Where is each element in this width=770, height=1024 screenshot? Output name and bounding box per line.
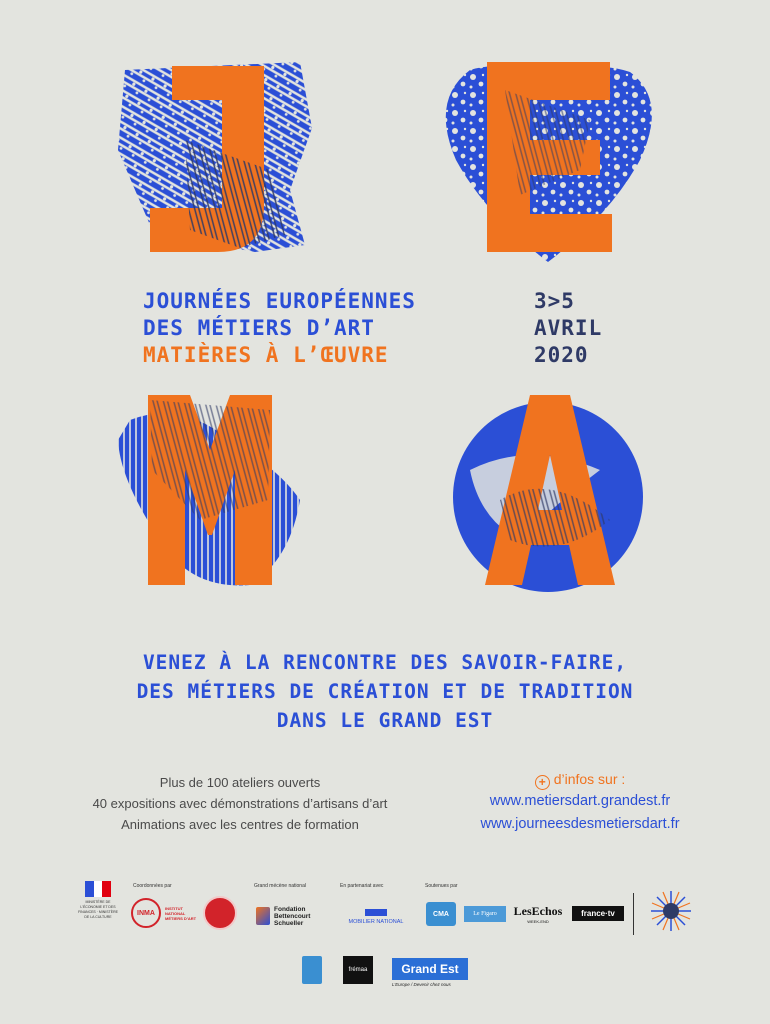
figaro-logo xyxy=(463,905,507,923)
letter-j-art xyxy=(118,62,312,252)
letter-a-art xyxy=(453,395,643,592)
cma-region-mark-icon xyxy=(302,956,322,984)
title-line-2: DES MÉTIERS D’ART xyxy=(143,316,375,340)
cma-logo xyxy=(425,900,457,928)
event-title xyxy=(143,288,416,369)
fondation-text: Fondation Bettencourt Schueller xyxy=(274,905,311,927)
highlight-ateliers: Plus de 100 ateliers ouverts xyxy=(159,775,321,790)
link-metiersdart-grandest[interactable]: www.metiersdart.grandest.fr xyxy=(489,793,671,809)
tagline-line-2: DES MÉTIERS DE CRÉATION ET DE TRADITION xyxy=(136,680,634,703)
fremaa-mark: frémaa xyxy=(343,956,373,984)
red-seal-icon xyxy=(203,896,237,930)
jema-badge-logo xyxy=(648,888,694,934)
caption-soutenues: Soutenues par xyxy=(425,883,458,889)
cma-region-logo xyxy=(301,955,323,985)
more-info-label-row xyxy=(440,768,720,790)
date-year: 2020 xyxy=(534,343,589,367)
grand-est-sub: L’Europe / Devenir chez nous xyxy=(392,981,451,987)
cma-mark: CMA xyxy=(426,902,456,926)
more-info xyxy=(440,768,720,836)
caption-partenariat: En partenariat avec xyxy=(340,883,384,889)
event-dates xyxy=(534,288,602,369)
french-flag-icon xyxy=(85,881,111,897)
date-days: 3>5 xyxy=(534,289,575,313)
fondation-logo xyxy=(254,903,332,929)
starburst-badge-icon xyxy=(649,889,693,933)
seal-logo xyxy=(203,896,237,930)
ministry-logo xyxy=(76,872,120,928)
title-line-3: MATIÈRES À L’ŒUVRE xyxy=(143,343,389,367)
lesechos-sub: WEEK-END xyxy=(527,919,549,924)
francetv-mark: france·tv xyxy=(572,906,624,921)
title-line-1: JOURNÉES EUROPÉENNES xyxy=(143,289,416,313)
fondation-mark-icon xyxy=(256,907,270,925)
inma-mark: INMA xyxy=(131,898,161,928)
link-journeesdesmetiersdart[interactable]: www.journeesdesmetiersdart.fr xyxy=(480,816,680,832)
mobilier-mark-icon xyxy=(365,909,387,916)
date-month: AVRIL xyxy=(534,316,603,340)
caption-mecene: Grand mécène national xyxy=(254,883,306,889)
tagline-line-3: DANS LE GRAND EST xyxy=(276,709,494,732)
lesechos-text: LesEchos xyxy=(513,904,563,918)
mobilier-national-logo xyxy=(338,905,414,929)
caption-coordonnees: Coordonnées par xyxy=(133,883,172,889)
footer-divider xyxy=(633,893,634,935)
tagline xyxy=(0,648,770,735)
more-info-label: d’infos sur : xyxy=(553,771,626,787)
program-highlights xyxy=(30,772,450,835)
figaro-mark: Le Figaro xyxy=(464,906,506,922)
mobilier-text: MOBILIER NATIONAL xyxy=(348,919,404,925)
grand-est-mark: Grand Est xyxy=(392,958,468,980)
letter-m-art xyxy=(118,395,300,585)
highlight-expositions: 40 expositions avec démonstrations d’artisans d’art xyxy=(92,796,388,811)
plus-circle-icon: + xyxy=(535,775,550,790)
highlight-animations: Animations avec les centres de formation xyxy=(121,817,359,832)
grand-est-logo xyxy=(392,955,470,989)
ministry-text: MINISTÈRE DE L’ÉCONOMIE ET DES FINANCES · MINISTÈRE DE LA CULTURE xyxy=(78,899,118,919)
fremaa-logo xyxy=(342,955,374,985)
francetv-logo xyxy=(570,904,626,922)
tagline-line-1: VENEZ À LA RENCONTRE DES SAVOIR-FAIRE, xyxy=(142,651,628,674)
inma-text: INSTITUT NATIONAL MÉTIERS D’ART xyxy=(165,905,197,921)
inma-logo xyxy=(130,898,202,928)
letter-e-art xyxy=(446,62,652,262)
lesechos-logo xyxy=(512,902,564,926)
